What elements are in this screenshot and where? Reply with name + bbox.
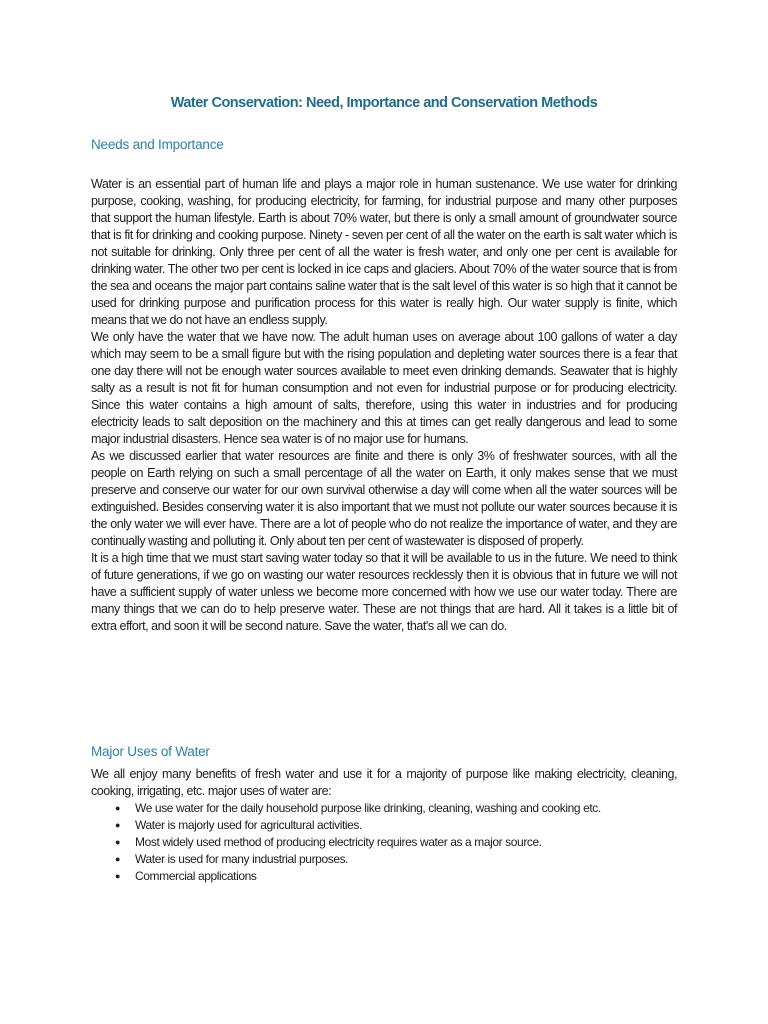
paragraph: We only have the water that we have now. The adult human uses on average about 100 gallons of water a day which may seem to be a small figure but with the rising population and depleting water sources there is a fear that one day there will not be enough water sources available to meet even drinking demands. Seawater that is highly salty as a result is not fit for human consumption and not even for industrial purpose or for producing electricity. Since this water contains a high amount of salts, therefore, using this water in industries and for producing electricity leads to salt deposition on the machinery and this at times can get really dangerous and lead to some major industrial disasters. Hence sea water is of no major use for humans. xyxy=(91,330,677,446)
list-item xyxy=(91,817,677,834)
list-item xyxy=(91,800,677,817)
bullet-icon: ● xyxy=(115,871,121,881)
bullet-icon: ● xyxy=(115,854,121,864)
section-heading-major-uses-of-water: Major Uses of Water xyxy=(91,744,210,759)
document-title: Water Conservation: Need, Importance and Conservation Methods xyxy=(170,95,598,111)
list-item-text: Commercial applications xyxy=(135,869,257,883)
needs-and-importance-body xyxy=(91,176,677,635)
list-item xyxy=(91,868,677,885)
section-heading-needs-and-importance: Needs and Importance xyxy=(91,137,224,152)
list-item-text: We use water for the daily household purpose like drinking, cleaning, washing and cooking etc. xyxy=(135,801,601,815)
bullet-icon: ● xyxy=(115,803,121,813)
list-item-text: Water is used for many industrial purposes. xyxy=(135,852,349,866)
list-item xyxy=(91,834,677,851)
uses-bullet-list xyxy=(91,800,677,885)
list-item xyxy=(91,851,677,868)
bullet-icon: ● xyxy=(115,837,121,847)
bullet-icon: ● xyxy=(115,820,121,830)
paragraph: We all enjoy many benefits of fresh water and use it for a majority of purpose like making electricity, cleaning, cooking, irrigating, etc. major uses of water are: xyxy=(91,767,677,798)
list-item-text: Water is majorly used for agricultural activities. xyxy=(135,818,362,832)
major-uses-of-water-body xyxy=(91,766,677,885)
paragraph: As we discussed earlier that water resources are finite and there is only 3% of freshwater sources, with all the people on Earth relying on such a small percentage of all the water on Earth, it only makes sense that we must preserve and conserve our water for our own survival otherwise a day will come when all the water sources will be extinguished. Besides conserving water it is also important that we must not pollute our water sources because it is the only water we will ever have. There are a lot of people who do not realize the importance of water, and they are continually wasting and polluting it. Only about ten per cent of wastewater is disposed of properly. xyxy=(91,449,677,548)
paragraph: Water is an essential part of human life and plays a major role in human sustenance. We use water for drinking purpose, cooking, washing, for producing electricity, for farming, for industrial purpose and many other purposes that support the human lifestyle. Earth is about 70% water, but there is only a small amount of groundwater source that is fit for drinking and cooking purpose. Ninety - seven per cent of all the water on the earth is salt water which is not suitable for drinking. Only three per cent of all the water is fresh water, and only one per cent is available for drinking water. The other two per cent is locked in ice caps and glaciers. About 70% of the water source that is from the sea and oceans the major part contains saline water that is the salt level of this water is so high that it cannot be used for drinking purpose and purification process for this water is really high. Our water supply is finite, which means that we do not have an endless supply. xyxy=(91,177,677,327)
list-item-text: Most widely used method of producing electricity requires water as a major source. xyxy=(135,835,542,849)
paragraph: It is a high time that we must start saving water today so that it will be available to us in the future. We need to think of future generations, if we go on wasting our water resources recklessly then it is obvious that in future we will not have a sufficient supply of water unless we become more concerned with how we use our water today. There are many things that we can do to help preserve water. These are not things that are hard. All it takes is a little bit of extra effort, and soon it will be second nature. Save the water, that's all we can do. xyxy=(91,551,677,633)
